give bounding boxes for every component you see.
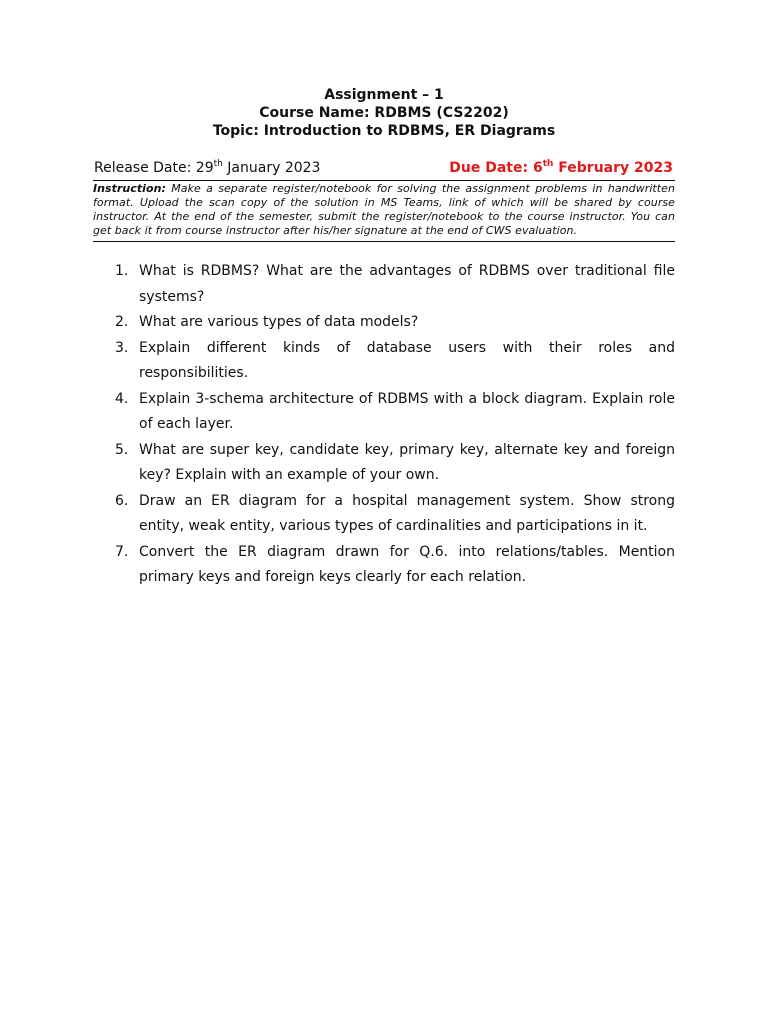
due-date: Due Date: 6th February 2023 xyxy=(449,159,673,176)
question-text: What are super key, candidate key, primary key, alternate key and foreign key? Explain with an example of your own. xyxy=(139,441,675,483)
question-number: 5. xyxy=(115,441,129,458)
top-divider xyxy=(93,180,675,181)
question-item xyxy=(110,438,675,489)
question-number: 1. xyxy=(115,263,129,279)
release-date: Release Date: 29th January 2023 xyxy=(94,159,321,176)
question-text: Draw an ER diagram for a hospital management system. Show strong entity, weak entity, various types of cardinalities and participations in it. xyxy=(139,492,675,534)
instruction-block xyxy=(93,182,675,238)
topic: Topic: Introduction to RDBMS, ER Diagrams xyxy=(212,123,556,139)
question-text: Explain 3-schema architecture of RDBMS with a block diagram. Explain role of each layer. xyxy=(139,390,675,432)
instruction-text: Make a separate register/notebook for solving the assignment problems in handwritten format. Upload the scan copy of the solution in MS Teams, link of which will be shared by course instructor. At the end of the semester, submit the register/notebook to the course instructor. You can get back it from course instructor after his/her signature at the end of CWS evaluation. xyxy=(93,182,675,237)
question-item xyxy=(110,259,675,310)
question-number: 3. xyxy=(115,339,129,356)
question-number: 7. xyxy=(115,543,129,560)
question-text: Convert the ER diagram drawn for Q.6. into relations/tables. Mention primary keys and foreign keys clearly for each relation. xyxy=(139,543,675,585)
bottom-divider xyxy=(93,241,675,242)
question-item xyxy=(110,336,675,387)
instruction-label: Instruction: xyxy=(93,182,166,195)
question-number: 6. xyxy=(115,492,129,509)
dates-row xyxy=(93,158,675,180)
question-number: 4. xyxy=(115,390,129,407)
question-item xyxy=(110,540,675,591)
question-text: What is RDBMS? What are the advantages of RDBMS over traditional file systems? xyxy=(139,263,675,305)
assignment-title: Assignment – 1 xyxy=(324,87,444,103)
document-header xyxy=(0,86,768,140)
question-item xyxy=(110,387,675,438)
question-list xyxy=(110,259,675,591)
question-number: 2. xyxy=(115,314,129,330)
question-item xyxy=(110,310,675,336)
course-name: Course Name: RDBMS (CS2202) xyxy=(259,105,509,121)
question-text: What are various types of data models? xyxy=(139,314,419,330)
question-text: Explain different kinds of database users with their roles and responsibilities. xyxy=(139,339,675,381)
question-item xyxy=(110,489,675,540)
